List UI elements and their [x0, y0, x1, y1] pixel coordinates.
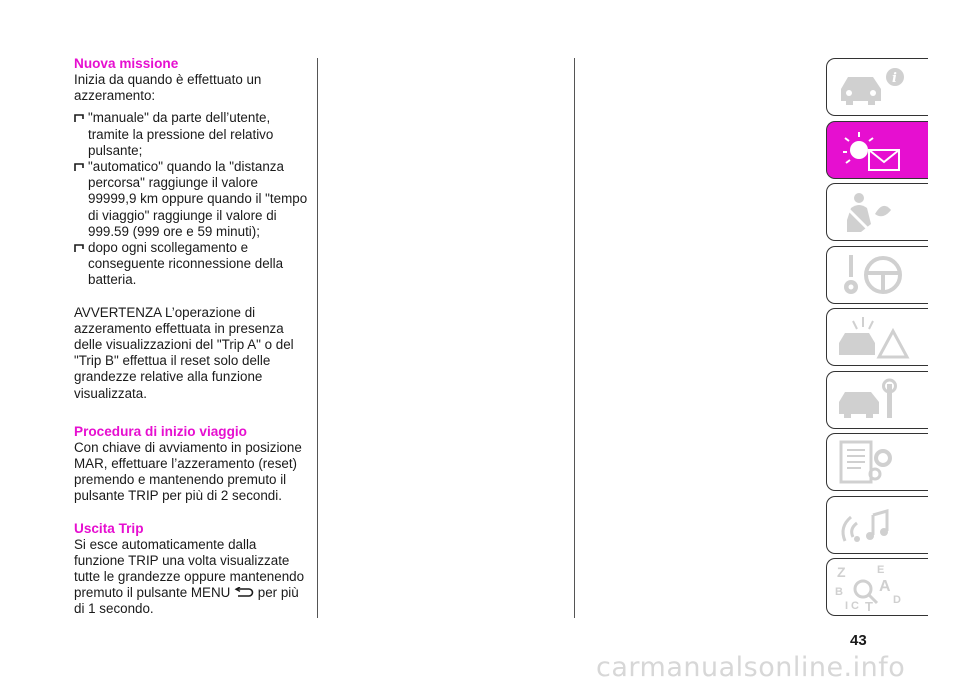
index-letter: I: [845, 600, 849, 611]
uscita-text-after: per più di 1 secondo.: [74, 585, 299, 617]
warning-light-message-icon: [833, 126, 923, 174]
column-divider-left: [317, 58, 318, 618]
index-letter: D: [893, 594, 901, 606]
uscita-text-before: Si esce automaticamente dalla funzione TRIP una volta visualizzate tutte le grandezze oppure mantenendo premuto il pulsante MENU: [74, 536, 305, 601]
key-steering-wheel-icon: [833, 251, 923, 299]
page-number: 43: [850, 632, 867, 649]
index-letter: T: [865, 599, 873, 611]
avvertenza-text: AVVERTENZA L’operazione di azzeramento effettuata in presenza delle visualizzazioni del "Trip A" o del "Trip B" effettua il reset solo delle grandezze relative alla funzione visualizzata.: [74, 304, 294, 401]
index-letter: A: [879, 578, 891, 595]
uscita-trip-text: [74, 537, 310, 618]
list-item: [74, 110, 310, 159]
section-heading-nuova-missione: Nuova missione: [74, 56, 179, 71]
tab-warning-lights[interactable]: [826, 121, 928, 179]
nuova-missione-intro: Inizia da quando è effettuato un azzeramento:: [74, 72, 262, 104]
column-divider-right: [574, 58, 575, 618]
tab-index[interactable]: [826, 558, 928, 616]
section-heading-uscita-trip: Uscita Trip: [74, 520, 144, 536]
section-heading-procedura: Procedura di inizio viaggio: [74, 423, 247, 439]
car-maintenance-icon: [833, 376, 923, 424]
multimedia-icon: [833, 501, 923, 549]
tab-maintenance[interactable]: [826, 371, 928, 429]
car-info-icon: [833, 63, 923, 111]
tab-car-info[interactable]: [826, 58, 928, 116]
tab-starting-driving[interactable]: [826, 246, 928, 304]
alphabetical-index-icon: [833, 563, 923, 611]
index-letter: E: [877, 564, 885, 576]
procedura-text: Con chiave di avviamento in posizione MAR, effettuare l’azzeramento (reset) premendo e mantenendo premuto il pulsante TRIP per più di 2 secondi.: [74, 439, 302, 504]
bullet-flag-icon: [74, 163, 84, 171]
tab-multimedia[interactable]: [826, 496, 928, 554]
bullet-text: dopo ogni scollegamento e conseguente riconnessione della batteria.: [88, 240, 284, 288]
bullet-flag-icon: [74, 114, 84, 122]
index-letter: Z: [837, 564, 846, 580]
tab-technical-data[interactable]: [826, 433, 928, 491]
index-letter: C: [851, 600, 859, 611]
tab-safety[interactable]: [826, 183, 928, 241]
list-item: [74, 159, 310, 240]
list-item: [74, 240, 310, 289]
bullet-flag-icon: [74, 244, 84, 252]
watermark: carmanualsonline.info: [596, 652, 906, 683]
bullet-text: "manuale" da parte dell’utente, tramite la pressione del relativo pulsante;: [88, 110, 274, 158]
seatbelt-airbag-icon: [833, 188, 923, 236]
tab-emergency[interactable]: [826, 308, 928, 366]
index-letter: B: [835, 586, 843, 598]
car-emergency-icon: [833, 313, 923, 361]
bullet-text: "automatico" quando la "distanza percorsa" raggiunge il valore 99999,9 km oppure quando il "tempo di viaggio" raggiunge il valore di 999.59 (999 ore e 59 minuti);: [88, 159, 308, 239]
return-arrow-icon: [234, 587, 254, 598]
chapter-tabs: [826, 58, 930, 621]
technical-data-icon: [833, 438, 923, 486]
svg-text:i: i: [892, 71, 897, 86]
left-text-column: [74, 56, 310, 618]
